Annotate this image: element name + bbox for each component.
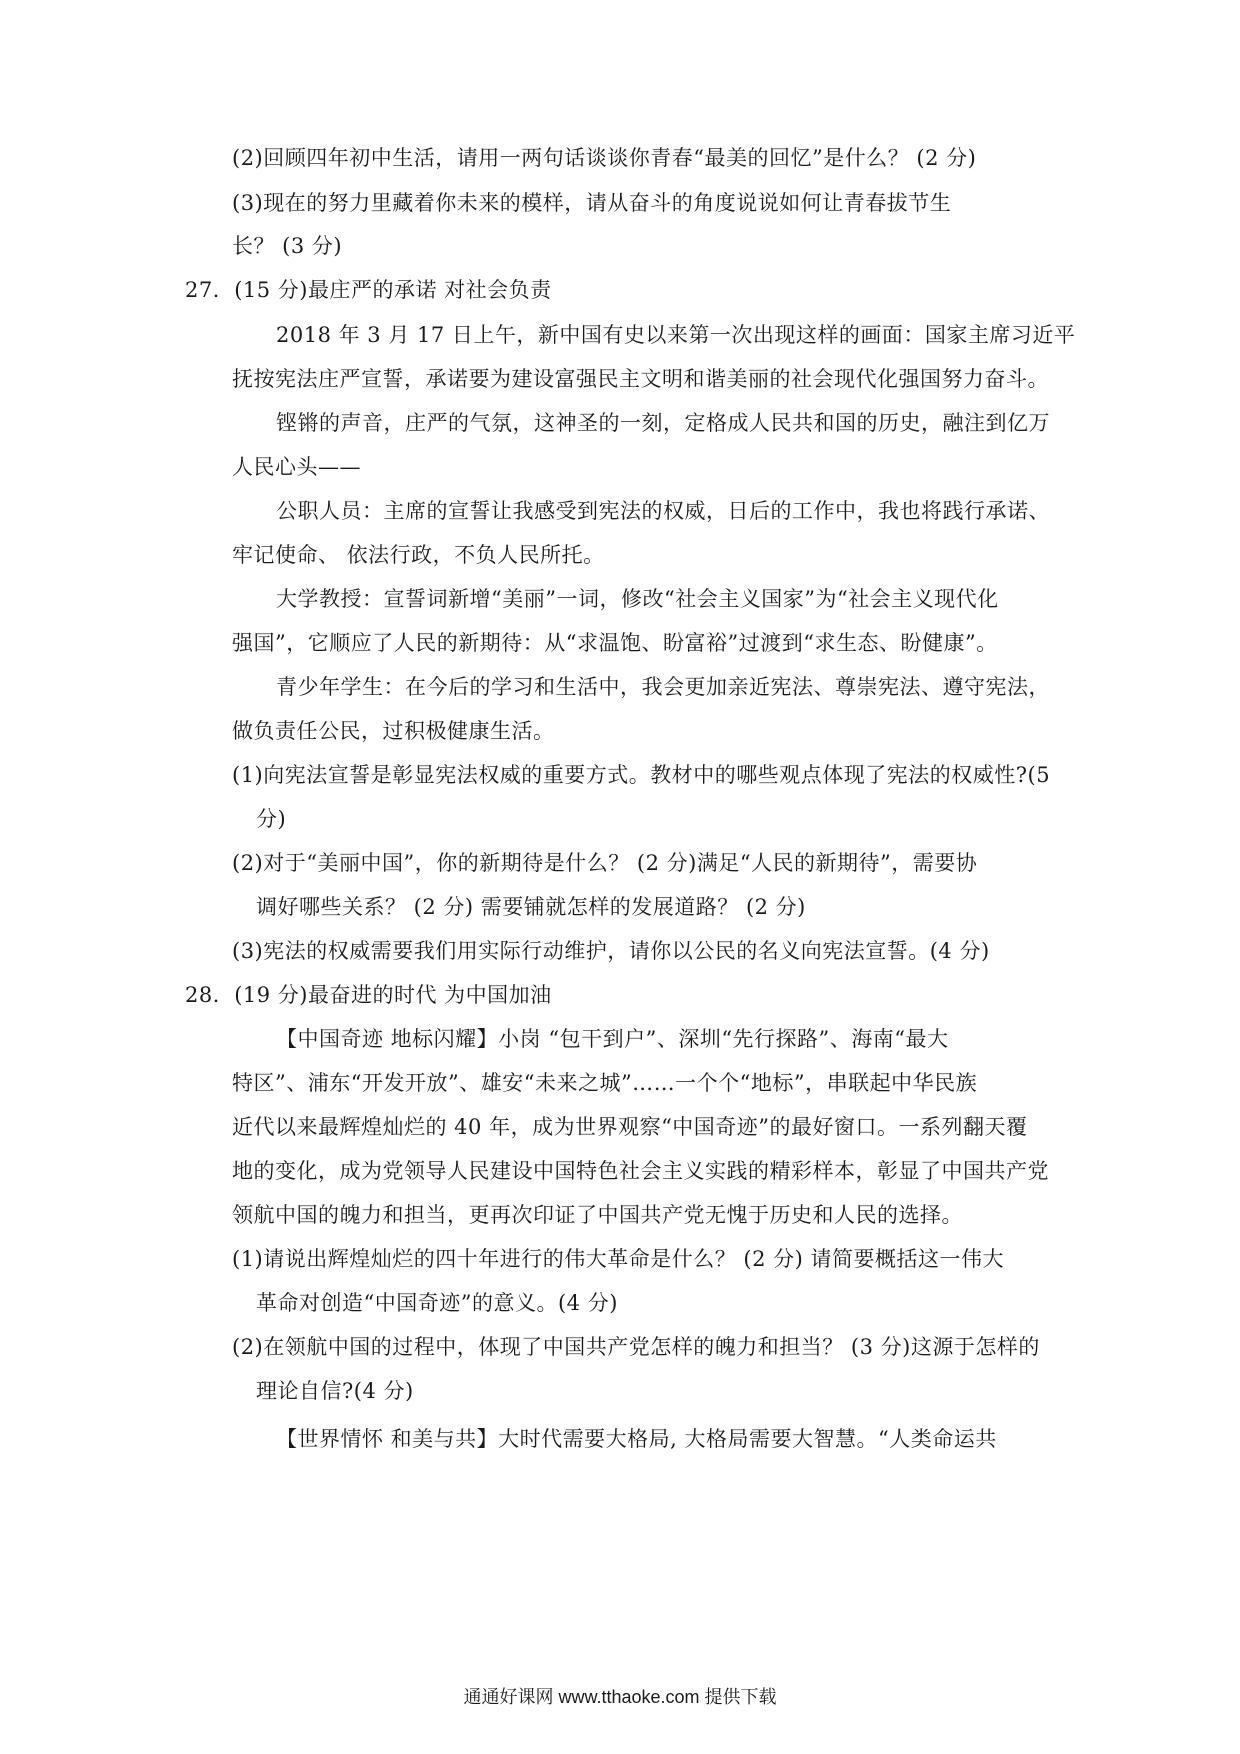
- text-line: 领航中国的魄力和担当，更再次印证了中国共产党无愧于历史和人民的选择。: [232, 1203, 963, 1227]
- text-line: (3)宪法的权威需要我们用实际行动维护，请你以公民的名义向宪法宣誓。(4 分): [232, 939, 990, 963]
- text-line: 人民心头——: [232, 455, 361, 479]
- text-line: 调好哪些关系？ (2 分) 需要铺就怎样的发展道路？ (2 分): [256, 895, 806, 919]
- text-line: 近代以来最辉煌灿烂的 40 年，成为世界观察“中国奇迹”的最好窗口。一系列翻天覆: [232, 1115, 1028, 1139]
- text-line: (3)现在的努力里藏着你未来的模样，请从奋斗的角度说说如何让青春拔节生: [232, 191, 952, 215]
- text-line: 【中国奇迹 地标闪耀】小岗 “包干到户”、深圳“先行探路”、海南“最大: [276, 1027, 949, 1051]
- question-heading: 28．(19 分)最奋进的时代 为中国加油: [185, 983, 552, 1007]
- text-line: 牢记使命、 依法行政，不负人民所托。: [232, 543, 605, 567]
- text-line: 抚按宪法庄严宣誓，承诺要为建设富强民主文明和谐美丽的社会现代化强国努力奋斗。: [232, 367, 1049, 391]
- text-line: 铿锵的声音，庄严的气氛，这神圣的一刻，定格成人民共和国的历史，融注到亿万: [276, 411, 1050, 435]
- text-line: 革命对创造“中国奇迹”的意义。(4 分): [256, 1291, 618, 1315]
- text-line: 强国”，它顺应了人民的新期待：从“求温饱、盼富裕”过渡到“求生态、盼健康”。: [232, 631, 998, 655]
- text-line: 做负责任公民，过积极健康生活。: [232, 719, 555, 743]
- text-line: 地的变化，成为党领导人民建设中国特色社会主义实践的精彩样本，彰显了中国共产党: [232, 1159, 1049, 1183]
- text-line: 2018 年 3 月 17 日上午，新中国有史以来第一次出现这样的画面：国家主席习近平: [276, 323, 1076, 347]
- page-footer: 通通好课网 www.tthaoke.com 提供下载: [463, 1687, 777, 1707]
- text-line: (2)对于“美丽中国”，你的新期待是什么？ (2 分)满足“人民的新期待”，需要协: [232, 851, 978, 875]
- text-line: (1)请说出辉煌灿烂的四十年进行的伟大革命是什么？ (2 分) 请简要概括这一伟大: [232, 1247, 1005, 1271]
- text-line: 长？ (3 分): [232, 234, 343, 258]
- text-line: 青少年学生：在今后的学习和生活中，我会更加亲近宪法、尊崇宪法、遵守宪法，: [276, 675, 1050, 699]
- text-line: 特区”、浦东“开发开放”、雄安“未来之城”……一个个“地标”，串联起中华民族: [232, 1071, 978, 1095]
- text-line: 理论自信?(4 分): [256, 1379, 414, 1403]
- text-line: (2)在领航中国的过程中，体现了中国共产党怎样的魄力和担当？ (3 分)这源于怎样的: [232, 1335, 1040, 1359]
- text-line: (2)回顾四年初中生活，请用一两句话谈谈你青春“最美的回忆”是什么？ (2 分): [232, 146, 977, 170]
- text-line: 公职人员：主席的宣誓让我感受到宪法的权威，日后的工作中，我也将践行承诺、: [276, 499, 1050, 523]
- text-line: 大学教授：宣誓词新增“美丽”一词，修改“社会主义国家”为“社会主义现代化: [276, 587, 999, 611]
- text-line: 分): [256, 807, 287, 831]
- text-line: 【世界情怀 和美与共】大时代需要大格局, 大格局需要大智慧。“人类命运共: [276, 1427, 997, 1451]
- question-heading: 27．(15 分)最庄严的承诺 对社会负责: [185, 278, 552, 302]
- text-line: (1)向宪法宣誓是彰显宪法权威的重要方式。教材中的哪些观点体现了宪法的权威性?(5: [232, 763, 1051, 787]
